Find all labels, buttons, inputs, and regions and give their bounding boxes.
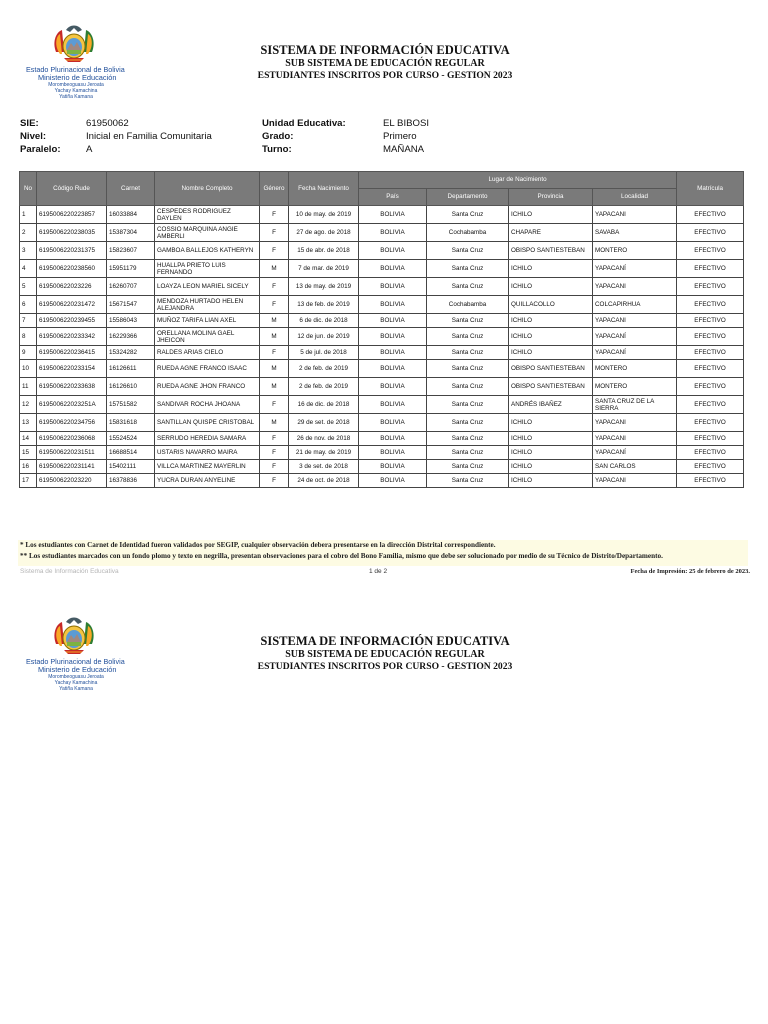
cell-carnet: 16378836: [107, 474, 155, 488]
cell-pais: BOLIVIA: [359, 396, 427, 414]
cell-provincia: ICHILO: [509, 460, 593, 474]
cell-rude: 6195006220238035: [37, 224, 107, 242]
col-localidad: Localidad: [593, 189, 677, 206]
cell-nombre: MENDOZA HURTADO HELEN ALEJANDRA: [155, 296, 260, 314]
cell-localidad: SAN CARLOS: [593, 460, 677, 474]
col-matricula: Matrícula: [677, 172, 744, 206]
col-fecha: Fecha Nacimiento: [289, 172, 359, 206]
cell-depto: Santa Cruz: [427, 242, 509, 260]
ministry-logo: [22, 22, 137, 100]
cell-nombre: USTARIS NAVARRO MAIRA: [155, 446, 260, 460]
cell-localidad: YAPACANÍ: [593, 446, 677, 460]
students-table: [19, 171, 744, 488]
cell-depto: Santa Cruz: [427, 206, 509, 224]
cell-fecha: 29 de set. de 2018: [289, 414, 359, 432]
cell-depto: Santa Cruz: [427, 378, 509, 396]
table-row: [20, 474, 744, 488]
turno-label: Turno:: [262, 144, 292, 155]
cell-pais: BOLIVIA: [359, 296, 427, 314]
table-row: [20, 206, 744, 224]
cell-rude: 619500622023251A: [37, 396, 107, 414]
cell-depto: Cochabamba: [427, 224, 509, 242]
cell-fecha: 3 de set. de 2018: [289, 460, 359, 474]
cell-no: 10: [20, 360, 37, 378]
cell-fecha: 10 de may. de 2019: [289, 206, 359, 224]
table-row: [20, 328, 744, 346]
logo-aymara: Yatiña Kamana: [59, 94, 93, 100]
cell-no: 7: [20, 314, 37, 328]
cell-depto: Santa Cruz: [427, 446, 509, 460]
table-row: [20, 432, 744, 446]
cell-matricula: EFECTIVO: [677, 314, 744, 328]
cell-nombre: ORELLANA MOLINA GAEL JHEICON: [155, 328, 260, 346]
cell-nombre: RUEDA AGNE JHON FRANCO: [155, 378, 260, 396]
cell-carnet: 16126611: [107, 360, 155, 378]
cell-nombre: VILLCA MARTINEZ MAYERLIN: [155, 460, 260, 474]
cell-carnet: 16229366: [107, 328, 155, 346]
col-no: No: [20, 172, 37, 206]
cell-provincia: ICHILO: [509, 260, 593, 278]
table-row: [20, 446, 744, 460]
table-row: [20, 414, 744, 432]
table-row: [20, 460, 744, 474]
students-table-body: [20, 206, 744, 488]
cell-matricula: EFECTIVO: [677, 414, 744, 432]
table-row: [20, 346, 744, 360]
cell-depto: Santa Cruz: [427, 396, 509, 414]
table-row: [20, 296, 744, 314]
system-title: SISTEMA DE INFORMACIÓN EDUCATIVA: [260, 634, 510, 648]
cell-matricula: EFECTIVO: [677, 396, 744, 414]
cell-carnet: 16033884: [107, 206, 155, 224]
cell-matricula: EFECTIVO: [677, 296, 744, 314]
cell-no: 12: [20, 396, 37, 414]
paralelo-value: A: [86, 144, 93, 155]
col-depto: Departamento: [427, 189, 509, 206]
cell-provincia: ICHILO: [509, 432, 593, 446]
cell-rude: 6195006220236415: [37, 346, 107, 360]
cell-localidad: YAPACANÍ: [593, 260, 677, 278]
cell-nombre: RALDES ARIAS CIELO: [155, 346, 260, 360]
cell-carnet: 16126610: [107, 378, 155, 396]
table-row: [20, 360, 744, 378]
cell-localidad: MONTERO: [593, 360, 677, 378]
cell-depto: Santa Cruz: [427, 414, 509, 432]
subsystem-title: SUB SISTEMA DE EDUCACIÓN REGULAR: [285, 649, 485, 660]
cell-matricula: EFECTIVO: [677, 224, 744, 242]
cell-no: 3: [20, 242, 37, 260]
cell-depto: Santa Cruz: [427, 360, 509, 378]
bolivia-coat-of-arms-icon: [50, 22, 98, 66]
cell-nombre: SANDIVAR ROCHA JHOANA: [155, 396, 260, 414]
cell-carnet: 15324282: [107, 346, 155, 360]
cell-carnet: 15823607: [107, 242, 155, 260]
cell-rude: 6195006220233638: [37, 378, 107, 396]
cell-localidad: YAPACANI: [593, 414, 677, 432]
cell-fecha: 21 de may. de 2019: [289, 446, 359, 460]
cell-rude: 6195006220233342: [37, 328, 107, 346]
logo-quechua: Yachay Kamachina: [54, 680, 98, 686]
print-date: Fecha de Impresión: 25 de febrero de 2023.: [630, 568, 750, 575]
cell-pais: BOLIVIA: [359, 432, 427, 446]
ministry-logo-page-2: [22, 614, 137, 692]
cell-no: 13: [20, 414, 37, 432]
cell-depto: Santa Cruz: [427, 328, 509, 346]
cell-rude: 6195006220236068: [37, 432, 107, 446]
cell-nombre: GAMBOA BALLEJOS KATHERYN: [155, 242, 260, 260]
col-rude: Código Rude: [37, 172, 107, 206]
table-row: [20, 378, 744, 396]
cell-carnet: 15671547: [107, 296, 155, 314]
cell-depto: Santa Cruz: [427, 474, 509, 488]
cell-rude: 6195006220238560: [37, 260, 107, 278]
nivel-label: Nivel:: [20, 131, 47, 142]
sie-value: 61950062: [86, 118, 129, 129]
cell-depto: Santa Cruz: [427, 432, 509, 446]
col-genero: Género: [260, 172, 289, 206]
col-pais: País: [359, 189, 427, 206]
cell-fecha: 6 de dic. de 2018: [289, 314, 359, 328]
cell-localidad: SAVABA: [593, 224, 677, 242]
cell-matricula: EFECTIVO: [677, 260, 744, 278]
cell-carnet: 15402111: [107, 460, 155, 474]
cell-no: 9: [20, 346, 37, 360]
cell-matricula: EFECTIVO: [677, 474, 744, 488]
cell-fecha: 26 de nov. de 2018: [289, 432, 359, 446]
col-carnet: Carnet: [107, 172, 155, 206]
cell-provincia: ICHILO: [509, 328, 593, 346]
note-bono-familia: ** Los estudiantes marcados con un fondo plomo y texto en negrilla, presentan observaciones para el cobro del Bono Familia, mismo que debe ser solucionado por medio de su Técnico de Distrito/Departamento.: [20, 552, 663, 560]
cell-nombre: SERRUDO HEREDIA SAMARA: [155, 432, 260, 446]
cell-carnet: 16260707: [107, 278, 155, 296]
cell-fecha: 5 de jul. de 2018: [289, 346, 359, 360]
cell-genero: M: [260, 378, 289, 396]
cell-rude: 6195006220223857: [37, 206, 107, 224]
cell-genero: F: [260, 460, 289, 474]
cell-pais: BOLIVIA: [359, 260, 427, 278]
cell-rude: 619500622023226: [37, 278, 107, 296]
cell-pais: BOLIVIA: [359, 446, 427, 460]
cell-pais: BOLIVIA: [359, 328, 427, 346]
cell-nombre: MUÑOZ TARIFA LIAN AXEL: [155, 314, 260, 328]
paralelo-label: Paralelo:: [20, 144, 61, 155]
logo-guarani: Morombeoguasu Jeroata: [48, 82, 104, 88]
cell-pais: BOLIVIA: [359, 346, 427, 360]
cell-localidad: SANTA CRUZ DE LA SIERRA: [593, 396, 677, 414]
cell-pais: BOLIVIA: [359, 360, 427, 378]
cell-genero: F: [260, 206, 289, 224]
cell-matricula: EFECTIVO: [677, 360, 744, 378]
cell-provincia: OBISPO SANTIESTEBAN: [509, 360, 593, 378]
cell-no: 4: [20, 260, 37, 278]
cell-no: 15: [20, 446, 37, 460]
cell-matricula: EFECTIVO: [677, 446, 744, 460]
cell-no: 5: [20, 278, 37, 296]
cell-genero: M: [260, 314, 289, 328]
cell-localidad: MONTERO: [593, 242, 677, 260]
cell-provincia: ICHILO: [509, 314, 593, 328]
cell-localidad: YAPACANI: [593, 206, 677, 224]
footer-system-name: Sistema de Información Educativa: [20, 568, 119, 575]
cell-no: 14: [20, 432, 37, 446]
cell-localidad: YAPACANI: [593, 474, 677, 488]
cell-localidad: YAPACANÍ: [593, 328, 677, 346]
cell-provincia: ICHILO: [509, 414, 593, 432]
report-title: ESTUDIANTES INSCRITOS POR CURSO - GESTION 2023: [257, 70, 513, 81]
system-title: SISTEMA DE INFORMACIÓN EDUCATIVA: [260, 43, 510, 57]
cell-pais: BOLIVIA: [359, 206, 427, 224]
cell-genero: M: [260, 260, 289, 278]
cell-nombre: CESPEDES RODRIGUEZ DAYLEN: [155, 206, 260, 224]
report-title: ESTUDIANTES INSCRITOS POR CURSO - GESTION 2023: [257, 661, 513, 672]
cell-matricula: EFECTIVO: [677, 432, 744, 446]
cell-fecha: 15 de abr. de 2018: [289, 242, 359, 260]
cell-genero: F: [260, 242, 289, 260]
report-header-page-2: [150, 634, 620, 673]
cell-depto: Santa Cruz: [427, 278, 509, 296]
cell-matricula: EFECTIVO: [677, 328, 744, 346]
cell-provincia: ICHILO: [509, 206, 593, 224]
cell-fecha: 24 de oct. de 2018: [289, 474, 359, 488]
cell-provincia: CHAPARE: [509, 224, 593, 242]
cell-pais: BOLIVIA: [359, 378, 427, 396]
cell-depto: Cochabamba: [427, 296, 509, 314]
cell-localidad: MONTERO: [593, 378, 677, 396]
cell-fecha: 2 de feb. de 2019: [289, 378, 359, 396]
notes-box: [18, 540, 748, 566]
cell-provincia: ANDRÉS IBAÑEZ: [509, 396, 593, 414]
cell-depto: Santa Cruz: [427, 260, 509, 278]
cell-provincia: QUILLACOLLO: [509, 296, 593, 314]
table-row: [20, 396, 744, 414]
cell-carnet: 15586043: [107, 314, 155, 328]
cell-matricula: EFECTIVO: [677, 460, 744, 474]
cell-matricula: EFECTIVO: [677, 278, 744, 296]
logo-state-name: Estado Plurinacional de Bolivia: [26, 657, 125, 666]
cell-no: 16: [20, 460, 37, 474]
cell-no: 8: [20, 328, 37, 346]
subsystem-title: SUB SISTEMA DE EDUCACIÓN REGULAR: [285, 58, 485, 69]
cell-genero: M: [260, 414, 289, 432]
cell-pais: BOLIVIA: [359, 414, 427, 432]
page-number: 1 de 2: [369, 568, 388, 575]
cell-fecha: 16 de dic. de 2018: [289, 396, 359, 414]
cell-matricula: EFECTIVO: [677, 206, 744, 224]
cell-carnet: 16688514: [107, 446, 155, 460]
cell-nombre: LOAYZA LEON MARIEL SICELY: [155, 278, 260, 296]
cell-nombre: COSSIO MARQUINA ANGIE AMBERLI: [155, 224, 260, 242]
cell-genero: F: [260, 446, 289, 460]
cell-genero: M: [260, 360, 289, 378]
cell-carnet: 15951179: [107, 260, 155, 278]
cell-rude: 6195006220233154: [37, 360, 107, 378]
cell-nombre: SANTILLAN QUISPE CRISTOBAL: [155, 414, 260, 432]
cell-pais: BOLIVIA: [359, 242, 427, 260]
cell-pais: BOLIVIA: [359, 474, 427, 488]
cell-depto: Santa Cruz: [427, 460, 509, 474]
nivel-value: Inicial en Familia Comunitaria: [86, 131, 212, 142]
unidad-label: Unidad Educativa:: [262, 118, 346, 129]
cell-rude: 6195006220234756: [37, 414, 107, 432]
col-nombre: Nombre Completo: [155, 172, 260, 206]
cell-localidad: YAPACANI: [593, 314, 677, 328]
cell-matricula: EFECTIVO: [677, 242, 744, 260]
logo-quechua: Yachay Kamachina: [54, 88, 98, 94]
logo-state-name: Estado Plurinacional de Bolivia: [26, 65, 125, 74]
cell-provincia: ICHILO: [509, 278, 593, 296]
cell-depto: Santa Cruz: [427, 314, 509, 328]
cell-fecha: 13 de may. de 2019: [289, 278, 359, 296]
cell-genero: F: [260, 278, 289, 296]
cell-rude: 6195006220239455: [37, 314, 107, 328]
cell-provincia: OBISPO SANTIESTEBAN: [509, 378, 593, 396]
col-provincia: Provincia: [509, 189, 593, 206]
cell-provincia: ICHILO: [509, 446, 593, 460]
cell-genero: M: [260, 328, 289, 346]
table-row: [20, 260, 744, 278]
cell-genero: F: [260, 296, 289, 314]
logo-ministry-name: Ministerio de Educación: [38, 665, 117, 674]
table-row: [20, 278, 744, 296]
cell-no: 6: [20, 296, 37, 314]
cell-pais: BOLIVIA: [359, 278, 427, 296]
cell-pais: BOLIVIA: [359, 224, 427, 242]
cell-fecha: 2 de feb. de 2019: [289, 360, 359, 378]
cell-provincia: ICHILO: [509, 474, 593, 488]
cell-matricula: EFECTIVO: [677, 378, 744, 396]
cell-rude: 6195006220231375: [37, 242, 107, 260]
cell-nombre: HUALLPA PRIETO LUIS FERNANDO: [155, 260, 260, 278]
cell-no: 11: [20, 378, 37, 396]
cell-fecha: 13 de feb. de 2019: [289, 296, 359, 314]
table-row: [20, 242, 744, 260]
cell-rude: 6195006220231511: [37, 446, 107, 460]
cell-rude: 619500622023220: [37, 474, 107, 488]
cell-localidad: YAPACANI: [593, 278, 677, 296]
cell-genero: F: [260, 224, 289, 242]
cell-pais: BOLIVIA: [359, 460, 427, 474]
cell-carnet: 15831618: [107, 414, 155, 432]
logo-aymara: Yatiña Kamana: [59, 686, 93, 692]
cell-provincia: ICHILO: [509, 346, 593, 360]
note-segip: * Los estudiantes con Carnet de Identidad fueron validados por SEGIP, cualquier observación debera presentarse en la dirección Distrital correspondiente.: [20, 541, 496, 549]
bolivia-coat-of-arms-icon: [50, 614, 98, 658]
cell-pais: BOLIVIA: [359, 314, 427, 328]
cell-rude: 6195006220231472: [37, 296, 107, 314]
cell-depto: Santa Cruz: [427, 346, 509, 360]
cell-localidad: YAPACANI: [593, 432, 677, 446]
cell-genero: F: [260, 396, 289, 414]
page-footer: [20, 568, 750, 578]
cell-fecha: 27 de ago. de 2018: [289, 224, 359, 242]
cell-genero: F: [260, 346, 289, 360]
logo-guarani: Morombeoguasu Jeroata: [48, 674, 104, 680]
cell-carnet: 15751582: [107, 396, 155, 414]
col-lugar: Lugar de Nacimiento: [359, 172, 677, 189]
sie-label: SIE:: [20, 118, 39, 129]
cell-nombre: RUEDA AGNE FRANCO ISAAC: [155, 360, 260, 378]
turno-value: MAÑANA: [383, 144, 425, 155]
cell-carnet: 15524524: [107, 432, 155, 446]
cell-matricula: EFECTIVO: [677, 346, 744, 360]
cell-localidad: YAPACANÍ: [593, 346, 677, 360]
cell-localidad: COLCAPIRHUA: [593, 296, 677, 314]
grado-value: Primero: [383, 131, 417, 142]
cell-genero: F: [260, 474, 289, 488]
table-row: [20, 224, 744, 242]
grado-label: Grado:: [262, 131, 294, 142]
report-header: [150, 43, 620, 82]
logo-ministry-name: Ministerio de Educación: [38, 73, 117, 82]
cell-genero: F: [260, 432, 289, 446]
cell-provincia: OBISPO SANTIESTEBAN: [509, 242, 593, 260]
cell-carnet: 15387304: [107, 224, 155, 242]
table-row: [20, 314, 744, 328]
unidad-value: EL BIBOSI: [383, 118, 430, 129]
cell-nombre: YUCRA DURAN ANYELINE: [155, 474, 260, 488]
cell-rude: 6195006220231141: [37, 460, 107, 474]
cell-fecha: 7 de mar. de 2019: [289, 260, 359, 278]
cell-no: 1: [20, 206, 37, 224]
cell-no: 2: [20, 224, 37, 242]
cell-fecha: 12 de jun. de 2019: [289, 328, 359, 346]
cell-no: 17: [20, 474, 37, 488]
